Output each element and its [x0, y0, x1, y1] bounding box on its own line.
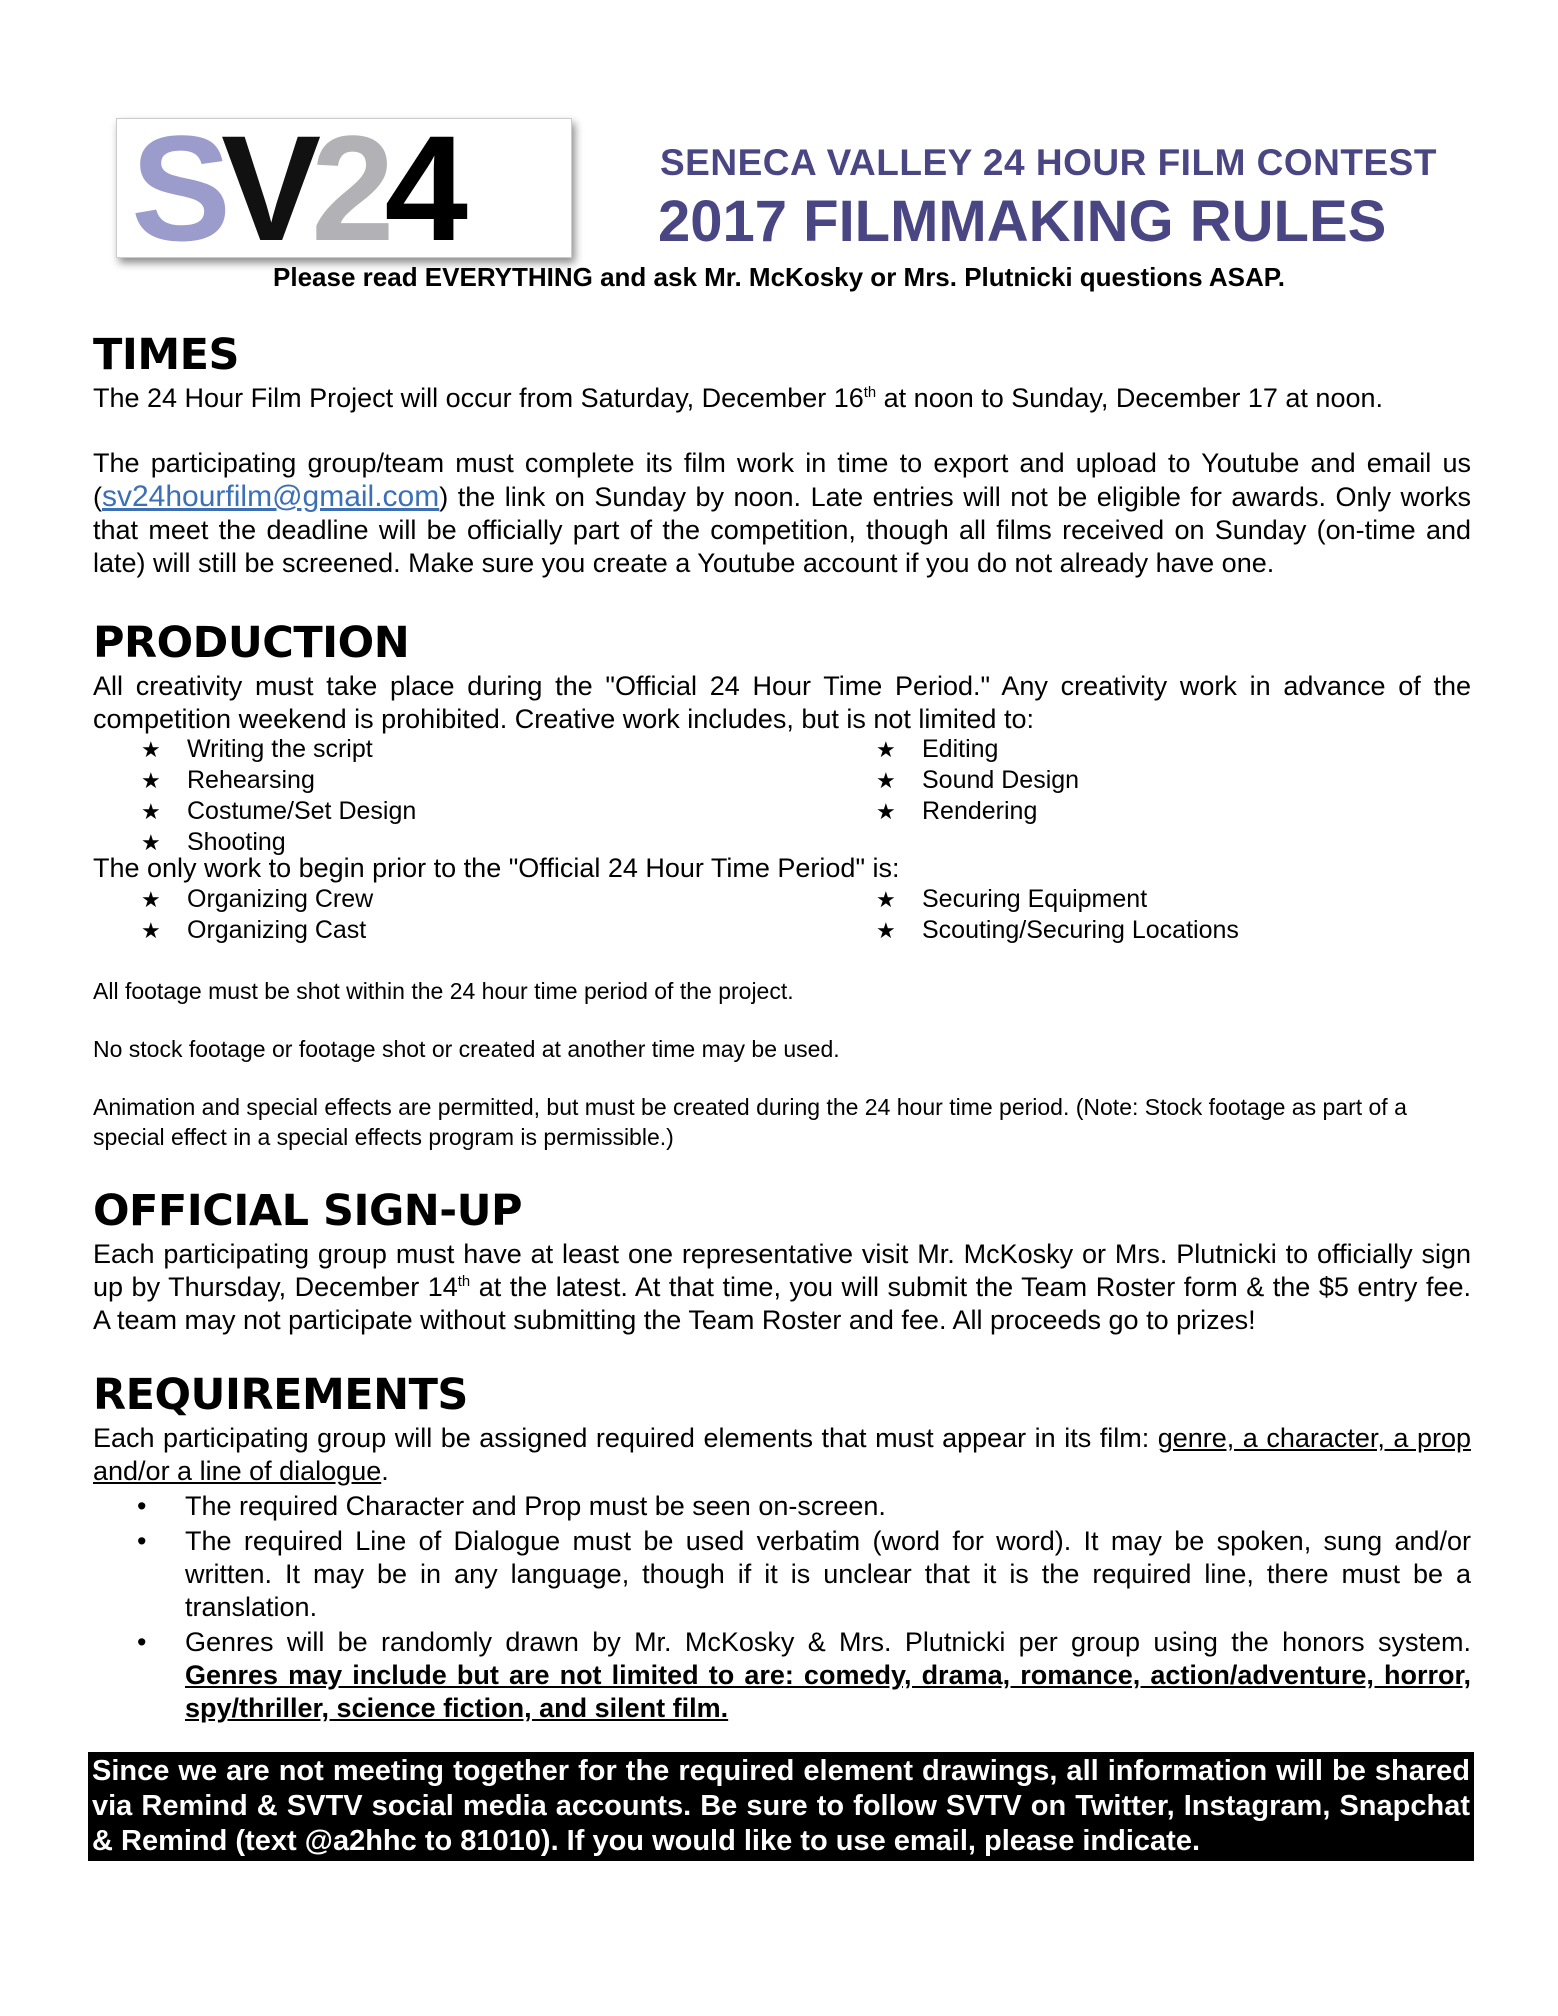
page-title: 2017 FILMMAKING RULES — [658, 189, 1387, 254]
social-media-banner: Since we are not meeting together for the required element drawings, all information will be shared via Remind & SVTV social media accounts. Be sure to follow SVTV on Twitter, Instagram, Snapchat & Remind (text @a2hhc to 81010). If you would like to use email, please indicate. — [88, 1752, 1474, 1861]
requirements-heading: REQUIREMENTS — [93, 1370, 468, 1420]
stock-footage-rule: No stock footage or footage shot or created at another time may be used. — [93, 1036, 840, 1062]
signup-paragraph — [93, 1238, 1471, 1337]
list-item-label: Scouting/Securing Locations — [922, 916, 1239, 944]
requirements-intro-b: . — [381, 1456, 389, 1486]
requirements-intro — [93, 1422, 1471, 1488]
times-p2-text-a: The participating group/team must complete its film work in time to export and upload to Youtube and email us ( — [93, 448, 1471, 512]
requirement-character-prop: The required Character and Prop must be seen on-screen. — [185, 1491, 886, 1521]
star-icon: ★ — [876, 768, 896, 793]
signup-text-b: at the latest. At that time, you will submit the Team Roster form & the $5 entry fee. A team may not participate without submitting the Team Roster and fee. All proceeds go to prizes! — [93, 1272, 1471, 1335]
list-item-label: Writing the script — [187, 735, 373, 763]
list-item-label: Organizing Cast — [187, 916, 367, 944]
production-intro: All creativity must take place during the "Official 24 Hour Time Period." Any creativity work in advance of the competition weekend is prohibited. Creative work includes, but is not limited to: — [93, 671, 1471, 734]
times-p1-sup: th — [863, 385, 877, 401]
list-item-label: Shooting — [187, 828, 286, 856]
star-icon: ★ — [141, 799, 161, 824]
star-icon: ★ — [876, 737, 896, 762]
times-p1-text-a: The 24 Hour Film Project will occur from Saturday, December 16 — [93, 383, 864, 413]
list-item — [828, 734, 1079, 765]
list-item-label: Rendering — [922, 797, 1038, 825]
list-item — [93, 1626, 1471, 1725]
creative-work-left-column — [93, 734, 416, 858]
star-icon: ★ — [876, 887, 896, 912]
requirement-dialogue: The required Line of Dialogue must be used verbatim (word for word). It may be spoken, sung and/or written. It may be in any language, though if it is unclear that it is the required line, there must be a translation. — [185, 1526, 1471, 1622]
list-item — [93, 796, 416, 827]
bullet-icon: • — [137, 1491, 147, 1521]
sv24-logo — [116, 118, 572, 258]
prior-work-right-column — [828, 884, 1239, 946]
requirement-genres: Genres will be randomly drawn by Mr. McKosky & Mrs. Plutnicki per group using the honors system. — [185, 1627, 1471, 1657]
signup-heading: OFFICIAL SIGN-UP — [93, 1186, 523, 1236]
list-item-label: Rehearsing — [187, 766, 315, 794]
star-icon: ★ — [876, 799, 896, 824]
signup-sup: th — [457, 1274, 471, 1290]
star-icon: ★ — [141, 887, 161, 912]
star-icon: ★ — [876, 918, 896, 943]
list-item-label: Sound Design — [922, 766, 1080, 794]
list-item — [93, 1525, 1471, 1624]
prior-work-intro: The only work to begin prior to the "Official 24 Hour Time Period" is: — [93, 853, 900, 883]
star-icon: ★ — [141, 830, 161, 855]
bullet-icon: • — [137, 1526, 147, 1556]
required-elements-underlined: genre, a character, a prop and/or a line of dialogue — [93, 1423, 1471, 1486]
list-item-label: Editing — [922, 735, 999, 763]
logo-letter-s: S — [131, 118, 222, 258]
times-heading: TIMES — [93, 330, 239, 380]
signup-text-a: Each participating group must have at least one representative visit Mr. McKosky or Mrs. Plutnicki to officially sign up by Thursday, December 14 — [93, 1239, 1471, 1302]
star-icon: ★ — [141, 918, 161, 943]
list-item — [93, 884, 373, 915]
creative-work-list — [93, 734, 1471, 854]
list-item — [828, 915, 1239, 946]
list-item-label: Organizing Crew — [187, 885, 374, 913]
production-heading: PRODUCTION — [93, 618, 410, 668]
list-item — [828, 765, 1079, 796]
list-item — [93, 765, 416, 796]
prior-work-list — [93, 884, 1471, 944]
list-item — [828, 796, 1079, 827]
star-icon: ★ — [141, 768, 161, 793]
animation-rule: Animation and special effects are permitted, but must be created during the 24 hour time period. (Note: Stock footage as part of a special effect in a special effects program is permissible.) — [93, 1094, 1407, 1150]
list-item-label: Costume/Set Design — [187, 797, 417, 825]
contest-subtitle: SENECA VALLEY 24 HOUR FILM CONTEST — [660, 142, 1437, 183]
read-everything-note: Please read EVERYTHING and ask Mr. McKosky or Mrs. Plutnicki questions ASAP. — [273, 262, 1285, 292]
list-item — [93, 1490, 1471, 1523]
list-item-label: Securing Equipment — [922, 885, 1148, 913]
times-p2-text-b: ) the link on Sunday by noon. Late entries will not be eligible for awards. Only works that meet the deadline will be officially part of the competition, though all films received on Sunday (on-time and late) will still be screened. Make sure you create a Youtube account if you do not already have one. — [93, 482, 1471, 578]
star-icon: ★ — [141, 737, 161, 762]
times-paragraph-1 — [93, 382, 1471, 415]
logo-letter-v: V — [221, 118, 312, 258]
genres-list-bold: Genres may include but are not limited to are: comedy, drama, romance, action/adventure, horror, spy/thriller, science fiction, and silent film. — [185, 1660, 1471, 1723]
creative-work-right-column — [828, 734, 1079, 827]
logo-letter-4: 4 — [384, 118, 458, 258]
times-paragraph-2 — [93, 447, 1471, 580]
bullet-icon: • — [137, 1627, 147, 1657]
list-item — [93, 734, 416, 765]
list-item — [93, 915, 373, 946]
list-item — [828, 884, 1239, 915]
times-p1-text-b: at noon to Sunday, December 17 at noon. — [876, 383, 1383, 413]
requirements-list — [93, 1490, 1471, 1727]
prior-work-left-column — [93, 884, 373, 946]
requirements-intro-a: Each participating group will be assigned required elements that must appear in its film: — [93, 1423, 1158, 1453]
logo-letter-2: 2 — [311, 118, 385, 258]
contest-email-link[interactable]: sv24hourfilm@gmail.com — [102, 480, 440, 513]
footage-rule: All footage must be shot within the 24 hour time period of the project. — [93, 978, 794, 1004]
